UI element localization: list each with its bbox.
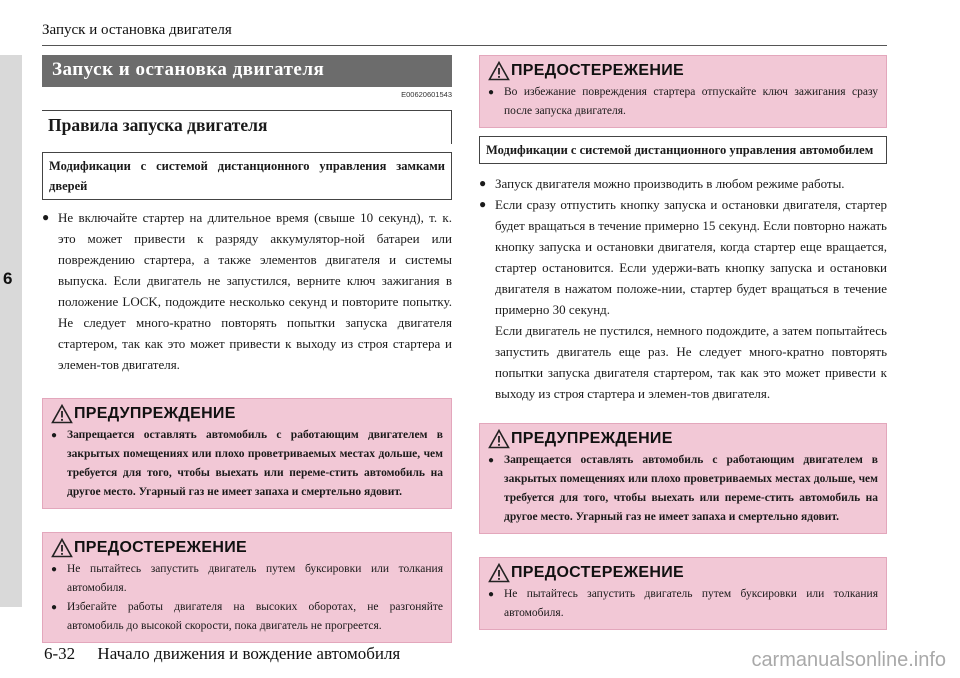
header-rule	[42, 45, 887, 46]
caution-title-text: ПРЕДОСТЕРЕЖЕНИЕ	[511, 564, 684, 581]
caution-title	[488, 59, 878, 83]
doc-code: E00620601543	[401, 90, 452, 99]
main-bullet-list	[42, 207, 452, 375]
list-item: ● Во избежание повреждения стартера отпускайте ключ зажигания сразу после запуска двигателя.	[488, 83, 878, 121]
chapter-tab	[0, 55, 22, 607]
warning-title	[488, 427, 878, 451]
warning-box	[479, 423, 887, 534]
subsection-title: Правила запуска двигателя	[42, 110, 452, 144]
warning-list	[51, 426, 443, 502]
right-column	[479, 55, 887, 630]
bullet-continuation: Если двигатель не пустился, немного подождите, а затем попытайтесь запустить двигатель еще раз. Не следует много-кратно повторять попытки запуска двигателя стартером, так как это может привести к выходу из строя стартера и элемен-тов двигателя.	[495, 323, 887, 401]
caution-list	[51, 560, 443, 636]
chapter-number: 6	[3, 269, 13, 288]
list-item: ● Не пытайтесь запустить двигатель путем буксировки или толкания автомобиля.	[488, 585, 878, 623]
warning-triangle-icon	[51, 538, 73, 558]
warning-title-text: ПРЕДУПРЕЖДЕНИЕ	[511, 430, 673, 447]
caution-list	[488, 83, 878, 121]
caution-box	[42, 532, 452, 643]
warning-triangle-icon	[488, 61, 510, 81]
caution-title-text: ПРЕДОСТЕРЕЖЕНИЕ	[74, 539, 247, 556]
list-item: ● Избегайте работы двигателя на высоких оборотах, не разгоняйте автомобиль до высокой скорости, пока двигатель не прогреется.	[51, 598, 443, 636]
list-item: ● Запуск двигателя можно производить в любом режиме работы.	[479, 173, 887, 194]
page-number: 6-32	[44, 644, 76, 663]
caution-title	[488, 561, 878, 585]
caution-title-text: ПРЕДОСТЕРЕЖЕНИЕ	[511, 62, 684, 79]
modification-note: Модификации с системой дистанционного управления автомобилем	[479, 136, 887, 164]
list-item: ● Запрещается оставлять автомобиль с работающим двигателем в закрытых помещениях или плохо проветриваемых местах дольше, чем требуется для того, чтобы выехать или переме-стить автомобиль на другое место. Угарный газ не имеет запаха и смертельно ядовит.	[488, 451, 878, 527]
warning-triangle-icon	[488, 429, 510, 449]
warning-triangle-icon	[51, 404, 73, 424]
warning-triangle-icon	[488, 563, 510, 583]
page-footer	[44, 644, 400, 664]
chapter-title: Начало движения и вождение автомобиля	[97, 644, 401, 663]
caution-box	[479, 557, 887, 630]
caution-list	[488, 585, 878, 623]
watermark: carmanualsonline.info	[751, 649, 946, 671]
warning-list	[488, 451, 878, 527]
list-item	[479, 194, 887, 404]
warning-box	[42, 398, 452, 509]
modification-note: Модификации с системой дистанционного управления замками дверей	[42, 152, 452, 200]
list-item: ● Запрещается оставлять автомобиль с работающим двигателем в закрытых помещениях или плохо проветриваемых местах дольше, чем требуется для того, чтобы выехать или переме-стить автомобиль на другое место. Угарный газ не имеет запаха и смертельно ядовит.	[51, 426, 443, 502]
running-header: Запуск и остановка двигателя	[42, 22, 232, 38]
warning-title-text: ПРЕДУПРЕЖДЕНИЕ	[74, 405, 236, 422]
list-item: ● Не включайте стартер на длительное время (свыше 10 секунд), т. к. это может привести к разряду аккумулятор-ной батареи или повреждению стартера, а также элементов двигателя и системы выпуска. Если двигатель не запустился, верните ключ зажигания в положение LOCK, подождите несколько секунд и повторите попытку. Не следует много-кратно повторять попытки запуска двигателя стартером, так как это может привести к выходу из строя стартера и элемен-тов двигателя.	[42, 207, 452, 375]
list-item: ● Не пытайтесь запустить двигатель путем буксировки или толкания автомобиля.	[51, 560, 443, 598]
main-bullet-list	[479, 173, 887, 404]
left-column	[42, 55, 452, 643]
bullet-text: ● Если сразу отпустить кнопку запуска и остановки двигателя, стартер будет вращаться в течение примерно 15 секунд. Если повторно нажать кнопку запуска и остановки двигателя, когда стартер еще вращается, стартер остановится. Если удержи-вать кнопку запуска и остановки двигателя в нажатом положе-нии, стартер будет вращаться в течение примерно 30 секунд.	[495, 197, 887, 317]
warning-title	[51, 402, 443, 426]
section-title: Запуск и остановка двигателя	[42, 55, 452, 87]
caution-box	[479, 55, 887, 128]
caution-title	[51, 536, 443, 560]
